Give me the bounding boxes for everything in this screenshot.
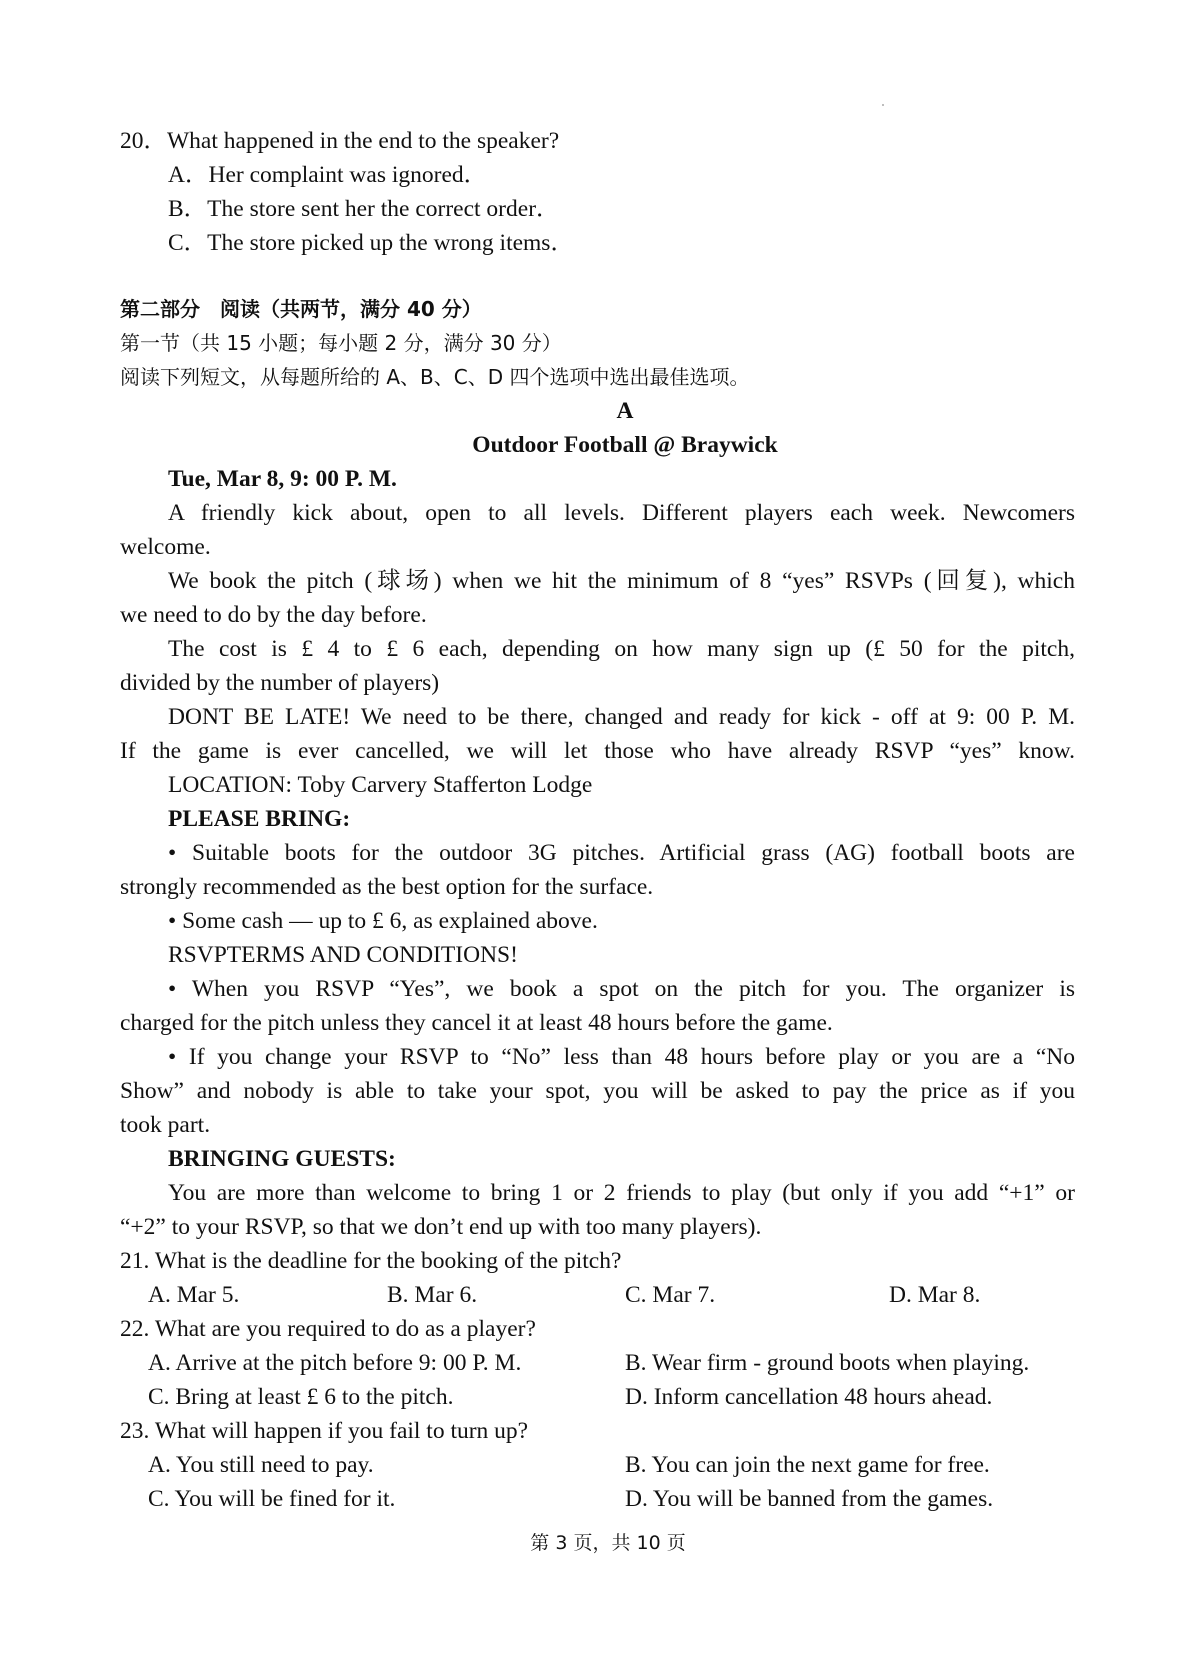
- passage-line: • If you change your RSVP to “No” less than 48 hours before play or you are a “No: [168, 1044, 1075, 1070]
- passage-letter: A: [616, 398, 634, 424]
- q23-option-a: A. You still need to pay.: [148, 1452, 374, 1478]
- q22-option-a: A. Arrive at the pitch before 9: 00 P. M.: [148, 1350, 522, 1376]
- passage-line: • When you RSVP “Yes”, we book a spot on the pitch for you. The organizer is: [168, 976, 1075, 1002]
- passage-line: we need to do by the day before.: [120, 602, 427, 628]
- page-number: 第 3 页，共 10 页: [530, 1532, 686, 1554]
- passage-subheading: RSVPTERMS AND CONDITIONS!: [168, 942, 518, 968]
- q22-option-b: B. Wear firm - ground boots when playing.: [625, 1350, 1030, 1376]
- passage-title: Outdoor Football @ Braywick: [472, 432, 778, 458]
- section-heading: 第二部分 阅读（共两节，满分 40 分）: [120, 297, 482, 321]
- passage-line: welcome.: [120, 534, 211, 560]
- passage-line: Show” and nobody is able to take your spot, you will be asked to pay the price as if you: [120, 1078, 1075, 1104]
- q22-option-c: C. Bring at least £ 6 to the pitch.: [148, 1384, 454, 1410]
- passage-subheading: PLEASE BRING:: [168, 806, 351, 832]
- q21-option-a: A. Mar 5.: [148, 1282, 240, 1308]
- passage-line: DONT BE LATE! We need to be there, changed and ready for kick - off at 9: 00 P. M.: [168, 704, 1075, 730]
- passage-line: If the game is ever cancelled, we will let those who have already RSVP “yes” know.: [120, 738, 1075, 764]
- passage-line: We book the pitch (球场) when we hit the minimum of 8 “yes” RSVPs (回复), which: [168, 568, 1075, 594]
- q21-option-b: B. Mar 6.: [387, 1282, 478, 1308]
- passage-subheading: BRINGING GUESTS:: [168, 1146, 396, 1172]
- passage-line: • Some cash — up to £ 6, as explained above.: [168, 908, 598, 934]
- q23-option-c: C. You will be fined for it.: [148, 1486, 396, 1512]
- passage-line: • Suitable boots for the outdoor 3G pitches. Artificial grass (AG) football boots are: [168, 840, 1075, 866]
- q23-option-d: D. You will be banned from the games.: [625, 1486, 994, 1512]
- q20-option-a: A．Her complaint was ignored．: [168, 162, 488, 188]
- q21-stem: 21. What is the deadline for the booking of the pitch?: [120, 1248, 622, 1274]
- q22-stem: 22. What are you required to do as a player?: [120, 1316, 536, 1342]
- passage-line: took part.: [120, 1112, 211, 1138]
- passage-line: divided by the number of players): [120, 670, 440, 696]
- passage-line: A friendly kick about, open to all levels. Different players each week. Newcomers: [168, 500, 1075, 526]
- passage-line: charged for the pitch unless they cancel it at least 48 hours before the game.: [120, 1010, 833, 1036]
- q23-stem: 23. What will happen if you fail to turn up?: [120, 1418, 529, 1444]
- q21-option-d: D. Mar 8.: [889, 1282, 981, 1308]
- passage-line: LOCATION: Toby Carvery Stafferton Lodge: [168, 772, 593, 798]
- passage-line: strongly recommended as the best option for the surface.: [120, 874, 654, 900]
- passage-line: You are more than welcome to bring 1 or 2 friends to play (but only if you add “+1” or: [168, 1180, 1075, 1206]
- passage-line: “+2” to your RSVP, so that we don’t end up with too many players).: [120, 1214, 762, 1240]
- section-subheading: 第一节（共 15 小题；每小题 2 分，满分 30 分）: [120, 331, 562, 355]
- q20-option-b: B．The store sent her the correct order．: [168, 196, 560, 222]
- scan-speck: [882, 104, 884, 106]
- passage-line: The cost is £ 4 to £ 6 each, depending on how many sign up (£ 50 for the pitch,: [168, 636, 1075, 662]
- q20-stem: 20．What happened in the end to the speaker?: [120, 128, 560, 154]
- q20-option-c: C．The store picked up the wrong items．: [168, 230, 574, 256]
- section-instruction: 阅读下列短文，从每题所给的 A、B、C、D 四个选项中选出最佳选项。: [120, 365, 750, 389]
- q23-option-b: B. You can join the next game for free.: [625, 1452, 990, 1478]
- q22-option-d: D. Inform cancellation 48 hours ahead.: [625, 1384, 993, 1410]
- q21-option-c: C. Mar 7.: [625, 1282, 716, 1308]
- passage-date: Tue, Mar 8, 9: 00 P. M.: [168, 466, 397, 492]
